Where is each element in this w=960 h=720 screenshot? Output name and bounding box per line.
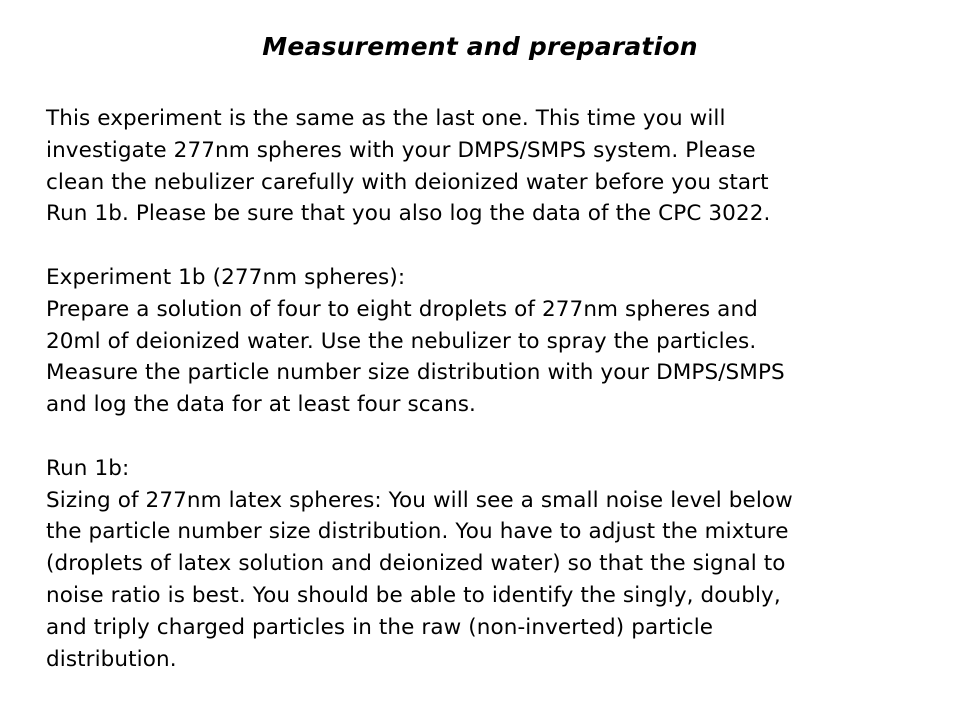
- run-line: (droplets of latex solution and deionized water) so that the signal to: [46, 551, 786, 577]
- run-heading: Run 1b:: [46, 455, 130, 481]
- intro-line: investigate 277nm spheres with your DMPS/SMPS system. Please: [46, 137, 756, 163]
- intro-line: clean the nebulizer carefully with deionized water before you start: [46, 169, 769, 195]
- slide-title: Measurement and preparation: [262, 32, 698, 61]
- paragraph-gap: [46, 230, 946, 262]
- run-paragraph: [46, 453, 946, 676]
- run-line: and triply charged particles in the raw (non-inverted) particle: [46, 614, 714, 640]
- intro-line: Run 1b. Please be sure that you also log the data of the CPC 3022.: [46, 201, 771, 227]
- experiment-line: and log the data for at least four scans.: [46, 392, 476, 418]
- run-line: noise ratio is best. You should be able to identify the singly, doubly,: [46, 582, 781, 608]
- slide-body: [46, 103, 946, 675]
- intro-line: This experiment is the same as the last one. This time you will: [46, 106, 726, 131]
- experiment-paragraph: [46, 262, 946, 421]
- intro-paragraph: [46, 103, 946, 230]
- run-line: the particle number size distribution. You have to adjust the mixture: [46, 519, 789, 545]
- experiment-line: Measure the particle number size distribution with your DMPS/SMPS: [46, 360, 785, 386]
- paragraph-gap: [46, 421, 946, 453]
- run-line: Sizing of 277nm latex spheres: You will see a small noise level below: [46, 487, 793, 513]
- experiment-line: 20ml of deionized water. Use the nebulizer to spray the particles.: [46, 328, 757, 354]
- experiment-heading: Experiment 1b (277nm spheres):: [46, 264, 406, 290]
- experiment-line: Prepare a solution of four to eight droplets of 277nm spheres and: [46, 296, 758, 322]
- run-line: distribution.: [46, 646, 177, 672]
